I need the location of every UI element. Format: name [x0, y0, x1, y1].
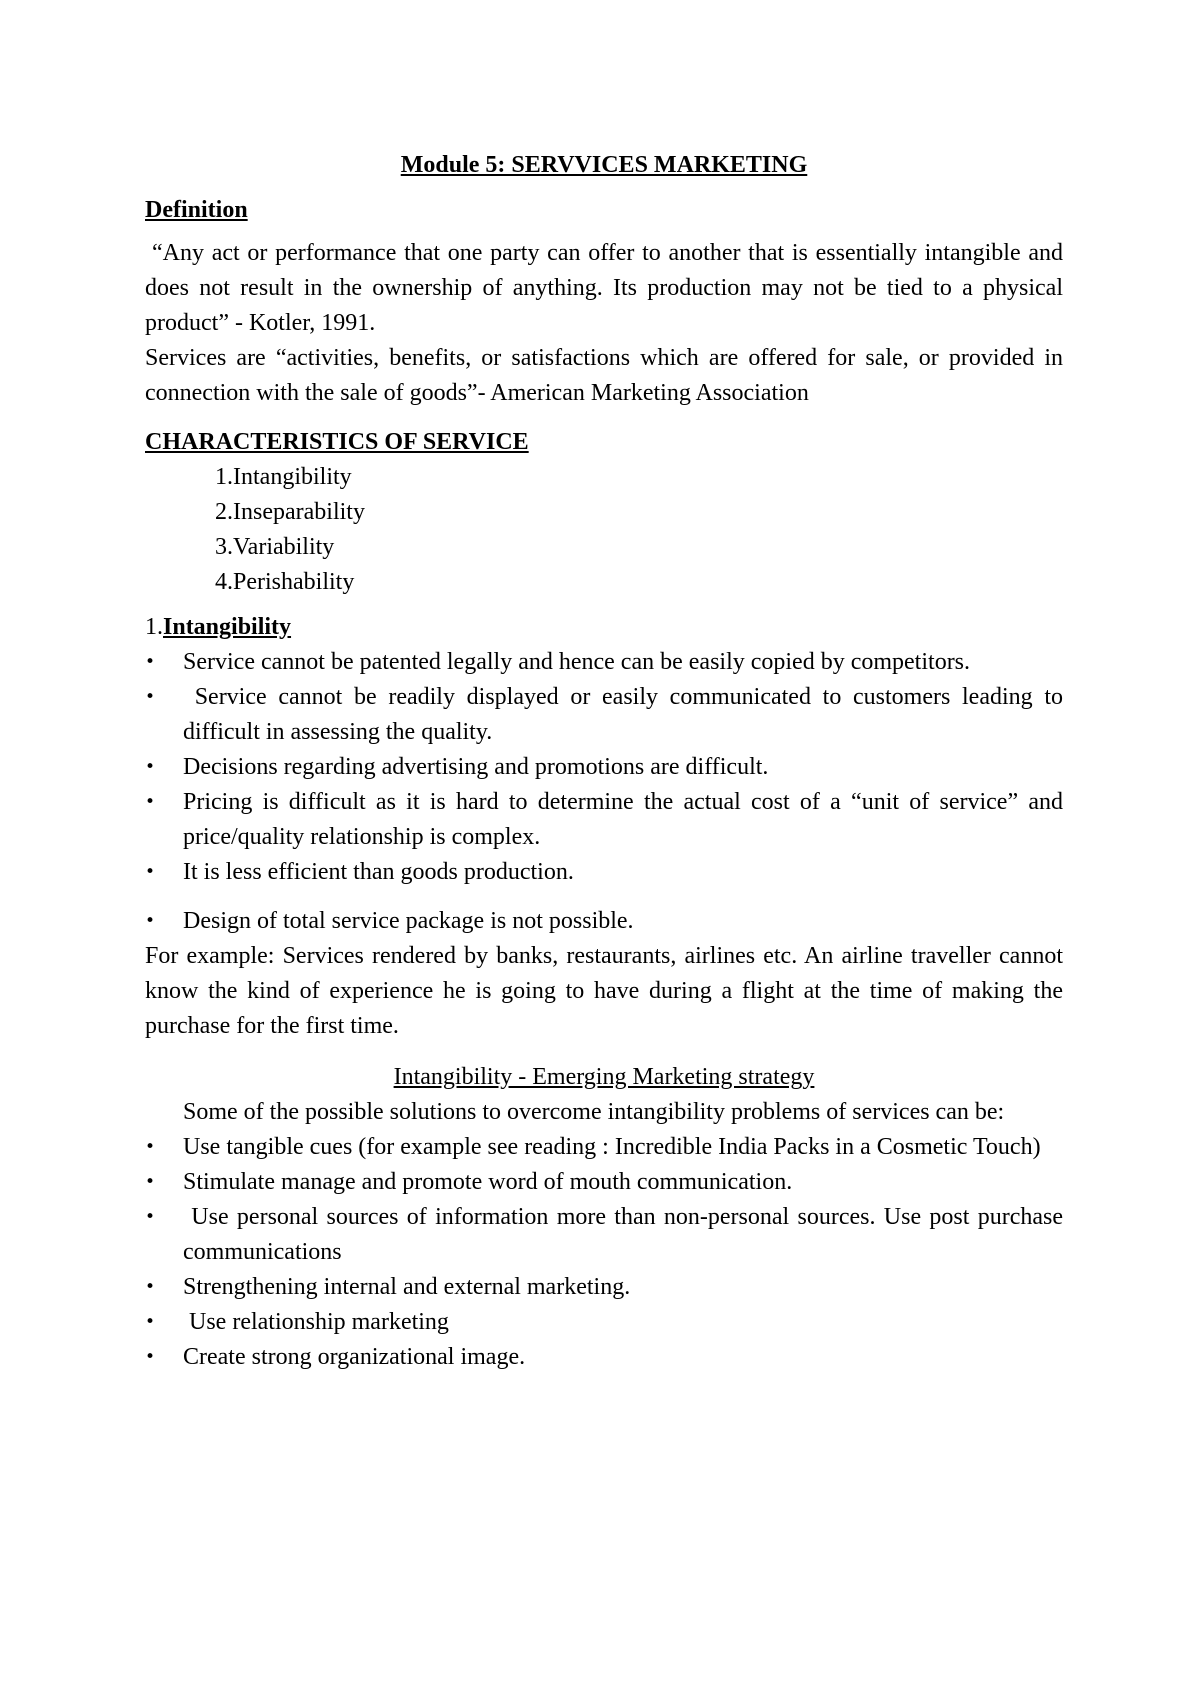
- intangibility-example: For example: Services rendered by banks, restaurants, airlines etc. An airline traveller cannot know the kind of experience he is going to have during a flight at the time of making the purchase for the first time.: [145, 943, 1063, 1039]
- list-item: [145, 1200, 1063, 1270]
- definition-heading: Definition: [145, 197, 248, 223]
- bullet-icon: •: [145, 757, 156, 777]
- bullet-text: Stimulate manage and promote word of mouth communication.: [183, 1169, 793, 1195]
- document-page: [145, 148, 1063, 1375]
- bullet-text: It is less efficient than goods production.: [183, 859, 574, 885]
- intangibility-heading: [145, 610, 1063, 645]
- bullet-icon: •: [145, 687, 156, 707]
- intangibility-label: Intangibility: [163, 614, 292, 640]
- intangibility-bullet-list: [145, 645, 1063, 939]
- list-item: [145, 1130, 1063, 1165]
- list-item: [145, 750, 1063, 785]
- list-item: [145, 904, 1063, 939]
- intangibility-number: 1.: [145, 614, 163, 640]
- list-item: [145, 645, 1063, 680]
- characteristics-list: [145, 460, 1063, 600]
- bullet-text: Service cannot be patented legally and hence can be easily copied by competitors.: [183, 649, 971, 675]
- bullet-icon: •: [145, 792, 156, 812]
- kotler-definition: “Any act or performance that one party can offer to another that is essentially intangible and does not result in the ownership of anything. Its production may not be tied to a physical product” - Kotler, 1991.: [145, 240, 1063, 336]
- bullet-icon: •: [145, 1137, 156, 1157]
- bullet-icon: •: [145, 652, 156, 672]
- ama-definition: Services are “activities, benefits, or satisfactions which are offered for sale, or provided in connection with the sale of goods”- American Marketing Association: [145, 345, 1063, 406]
- characteristic-item: 1.Intangibility: [215, 464, 352, 490]
- characteristics-heading: CHARACTERISTICS OF SERVICE: [145, 429, 529, 455]
- strategy-intro: Some of the possible solutions to overcome intangibility problems of services can be:: [183, 1099, 1005, 1125]
- bullet-text: Use personal sources of information more than non-personal sources. Use post purchase communications: [183, 1204, 1063, 1265]
- bullet-icon: •: [145, 1347, 156, 1367]
- bullet-text: Strengthening internal and external marketing.: [183, 1274, 631, 1300]
- bullet-text: Design of total service package is not possible.: [183, 908, 634, 934]
- characteristic-item: 2.Inseparability: [215, 499, 365, 525]
- bullet-text: Use tangible cues (for example see reading : Incredible India Packs in a Cosmetic Touch): [183, 1134, 1041, 1160]
- bullet-text: Create strong organizational image.: [183, 1344, 526, 1370]
- list-item: [145, 1165, 1063, 1200]
- bullet-icon: •: [145, 1277, 156, 1297]
- page-title: Module 5: SERVVICES MARKETING: [400, 152, 808, 178]
- bullet-text: Pricing is difficult as it is hard to determine the actual cost of a “unit of service” and price/quality relationship is complex.: [183, 789, 1063, 850]
- bullet-icon: •: [145, 911, 156, 931]
- bullet-icon: •: [145, 1312, 156, 1332]
- bullet-text: Service cannot be readily displayed or easily communicated to customers leading to difficult in assessing the quality.: [183, 684, 1063, 745]
- strategy-heading: Intangibility - Emerging Marketing strategy: [393, 1064, 815, 1090]
- list-item: [145, 1305, 1063, 1340]
- characteristic-item: 3.Variability: [215, 534, 335, 560]
- characteristic-item: 4.Perishability: [215, 569, 355, 595]
- bullet-text: Decisions regarding advertising and promotions are difficult.: [183, 754, 769, 780]
- list-item: [145, 680, 1063, 750]
- list-item: [145, 1340, 1063, 1375]
- bullet-text: Use relationship marketing: [189, 1309, 449, 1335]
- bullet-icon: •: [145, 1172, 156, 1192]
- list-item: [145, 1270, 1063, 1305]
- list-item: [145, 855, 1063, 890]
- list-item: [145, 785, 1063, 855]
- strategy-bullet-list: [145, 1130, 1063, 1375]
- bullet-icon: •: [145, 862, 156, 882]
- bullet-icon: •: [145, 1207, 156, 1227]
